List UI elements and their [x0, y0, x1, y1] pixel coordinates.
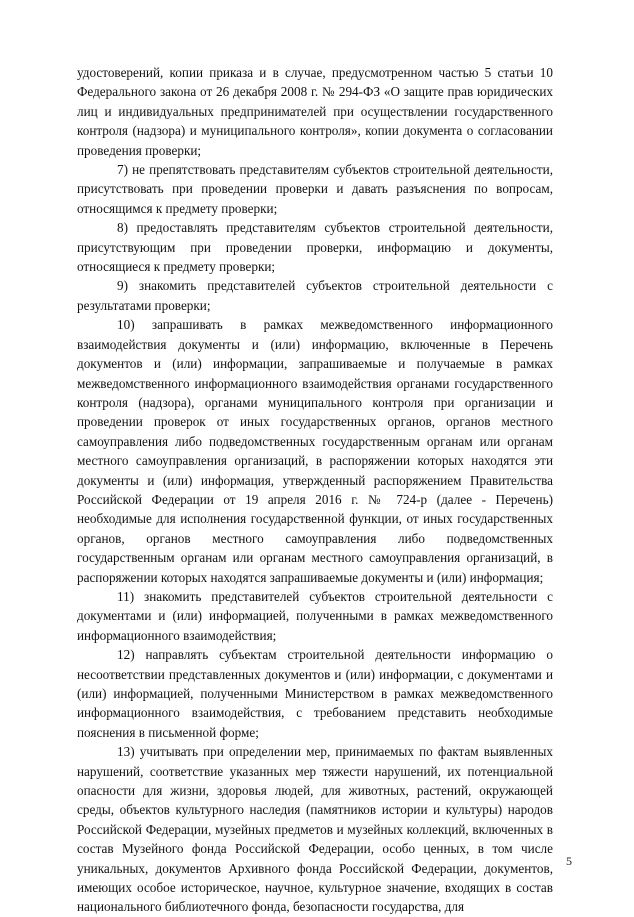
- body-text: [77, 63, 553, 917]
- page-number: 5: [566, 854, 572, 868]
- paragraph-item-7: 7) не препятствовать представителям субъектов строительной деятельности, присутствовать при проведении проверки и давать разъяснения по вопросам, относящимся к предмету проверки;: [77, 162, 553, 216]
- paragraph-continuation: удостоверений, копии приказа и в случае, предусмотренном частью 5 статьи 10 Федерального закона от 26 декабря 2008 г. № 294-ФЗ «О защите прав юридических лиц и индивидуальных предпринимателей при осуществлении государственного контроля (надзора) и муниципального контроля», копии документа о согласовании проведения проверки;: [77, 65, 553, 158]
- paragraph-item-9: 9) знакомить представителей субъектов строительной деятельности с результатами проверки;: [77, 278, 553, 313]
- paragraph-item-13: 13) учитывать при определении мер, принимаемых по фактам выявленных нарушений, соответствие указанных мер тяжести нарушений, их потенциальной опасности для жизни, здоровья людей, для животных, растений, окружающей среды, объектов культурного наследия (памятников истории и культуры) народов Российской Федерации, музейных предметов и музейных коллекций, включенных в состав Музейного фонда Российской Федерации, особо ценных, в том числе уникальных, документов Архивного фонда Российской Федерации, документов, имеющих особое историческое, научное, культурное значение, входящих в состав национального библиотечного фонда, безопасности государства, для: [77, 744, 553, 915]
- paragraph-item-10: 10) запрашивать в рамках межведомственного информационного взаимодействия документы и (или) информацию, включенные в Перечень документов и (или) информации, запрашиваемые и получаемые в рамках межведомственного информационного взаимодействия органами государственного контроля (надзора), органами муниципального контроля при организации и проведении проверок от иных государственных органов, органов местного самоуправления либо подведомственных государственным органам или органам местного самоуправления организаций, в распоряжении которых находятся эти документы и (или) информация, утвержденный распоряжением Правительства Российской Федерации от 19 апреля 2016 г. № 724-р (далее - Перечень) необходимые для исполнения государственной функции, от иных государственных органов, органов местного самоуправления либо подведомственных государственным органам или органам местного самоуправления организаций, в распоряжении которых находятся запрашиваемые документы и (или) информация;: [77, 317, 553, 585]
- paragraph-item-11: 11) знакомить представителей субъектов строительной деятельности с документами и (или) информацией, полученными в рамках межведомственного информационного взаимодействия;: [77, 588, 553, 643]
- paragraph-item-12: 12) направлять субъектам строительной деятельности информацию о несоответствии представленных документов и (или) информации, с документами и (или) информацией, полученными Министерством в рамках межведомственного информационного взаимодействия, с требованием представить необходимые пояснения в письменной форме;: [77, 647, 553, 740]
- paragraph-item-8: 8) предоставлять представителям субъектов строительной деятельности, присутствующим при проведении проверки, информацию и документы, относящиеся к предмету проверки;: [77, 220, 553, 275]
